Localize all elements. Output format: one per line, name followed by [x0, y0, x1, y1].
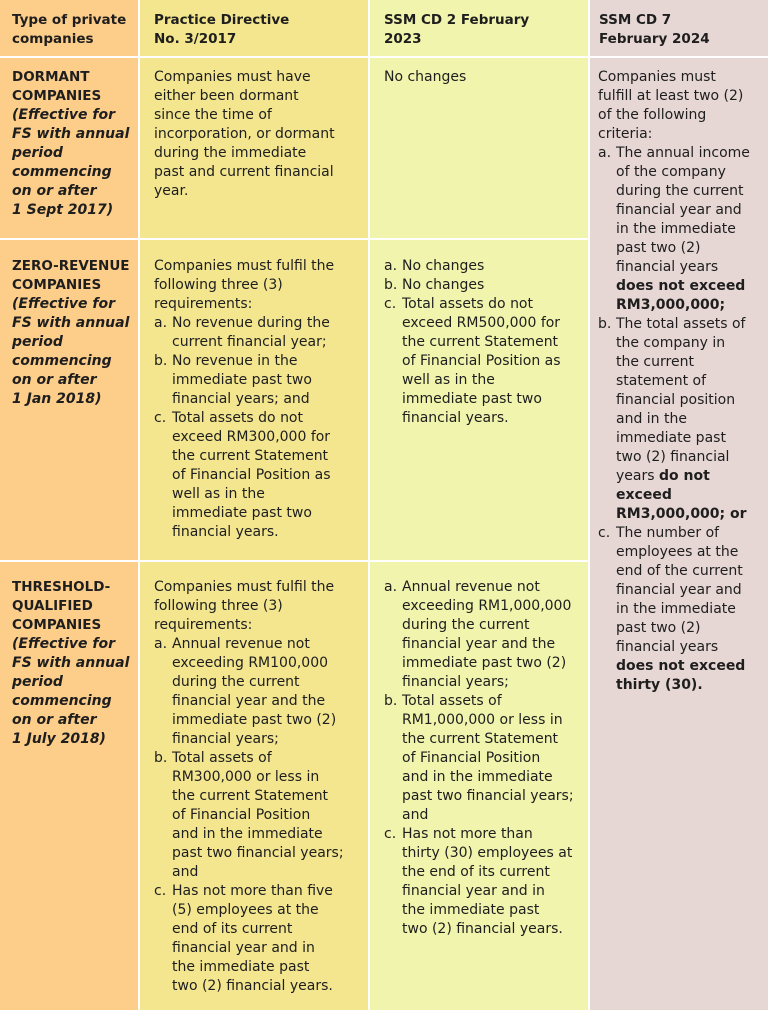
list-item: c. Has not more than five (5) employees at the end of its current financial year and in the immediate past two (2) financial years.	[154, 883, 333, 994]
list-item: b. No revenue in the immediate past two financial years; and	[154, 353, 312, 407]
list-item: a. No revenue during the current financial year;	[154, 315, 330, 350]
header-ssm-cd2: SSM CD 2 February 2023	[384, 12, 530, 47]
list-item: b. The total assets of the company in the current statement of financial position and in the immediate past two (2) financial years do not exceed RM3,000,000; or	[598, 316, 747, 522]
dormant-ssm-cd2: No changes	[384, 69, 467, 85]
ssm-cd7-criteria: Companies must fulfill at least two (2) of the following criteria: a. The annual income of the company during the current financial year and in the immediate past two (2) financial years does not exceed RM3,000,000; b. The total assets of the company in the current statement of financial position and in the immediate past two (2) financial years do not exceed RM3,000,000; or c. The number of employees at the end of the current financial year and in the immediate past two (2) financial years does not exceed thirty (30).	[598, 68, 764, 695]
dormant-practice-directive: Companies must have either been dormant since the time of incorporation, or dormant during the immediate past and current financial year.	[154, 69, 335, 199]
list-item: b. No changes	[384, 277, 485, 293]
zero-revenue-label: ZERO-REVENUE COMPANIES (Effective for FS with annual period commencing on or after 1 Jan 2018)	[12, 258, 130, 407]
list-item: c. The number of employees at the end of the current financial year and in the immediate past two (2) financial years does not exceed thirty (30).	[598, 525, 746, 693]
list-item: c. Total assets do not exceed RM300,000 for the current Statement of Financial Position as well as in the immediate past two financial years.	[154, 410, 331, 540]
list-item: a. Annual revenue not exceeding RM100,000 during the current financial year and the immediate past two (2) financial years;	[154, 636, 337, 747]
list-item: a. No changes	[384, 258, 485, 274]
list-item: b. Total assets of RM1,000,000 or less in the current Statement of Financial Position and in the immediate past two financial years; and	[384, 693, 574, 823]
header-divider	[0, 56, 768, 58]
list-item: b. Total assets of RM300,000 or less in the current Statement of Financial Position and in the immediate past two financial years; and	[154, 750, 344, 880]
header-practice-directive: Practice Directive No. 3/2017	[154, 12, 290, 47]
threshold-ssm-cd2	[384, 578, 586, 939]
list-item: a. The annual income of the company during the current financial year and in the immediate past two (2) financial years does not exceed RM3,000,000;	[598, 145, 750, 313]
list-item: c. Total assets do not exceed RM500,000 for the current Statement of Financial Position as well as in the immediate past two financial years.	[384, 296, 561, 426]
threshold-practice-directive: Companies must fulfil the following three (3) requirements: a. Annual revenue not exceeding RM100,000 during the current financial year and the immediate past two (2) financial years; b. Total assets of RM300,000 or less in the current Statement of Financial Position and in the immediate past two financial years; and c. Has not more than five (5) employees at the end of its current financial year and in the immediate past two (2) financial years.	[154, 578, 366, 996]
zero-revenue-practice-directive: Companies must fulfil the following three (3) requirements: a. No revenue during the current financial year; b. No revenue in the immediate past two financial years; and c. Total assets do not exceed RM300,000 for the current Statement of Financial Position as well as in the immediate past two financial years.	[154, 257, 366, 542]
list-item: c. Has not more than thirty (30) employees at the end of its current financial year and in the immediate past two (2) financial years.	[384, 826, 573, 937]
row-divider-2	[0, 560, 588, 562]
threshold-label: THRESHOLD- QUALIFIED COMPANIES (Effective for FS with annual period commencing on or after 1 July 2018)	[12, 579, 130, 747]
header-type: Type of private companies	[12, 12, 127, 47]
list-item: a. Annual revenue not exceeding RM1,000,000 during the current financial year and the immediate past two (2) financial years;	[384, 579, 572, 690]
dormant-label: DORMANT COMPANIES (Effective for FS with annual period commencing on or after 1 Sept 2017)	[12, 69, 130, 218]
zero-revenue-ssm-cd2	[384, 257, 586, 428]
row-divider-1	[0, 238, 588, 240]
header-ssm-cd7: SSM CD 7 February 2024	[599, 12, 710, 47]
